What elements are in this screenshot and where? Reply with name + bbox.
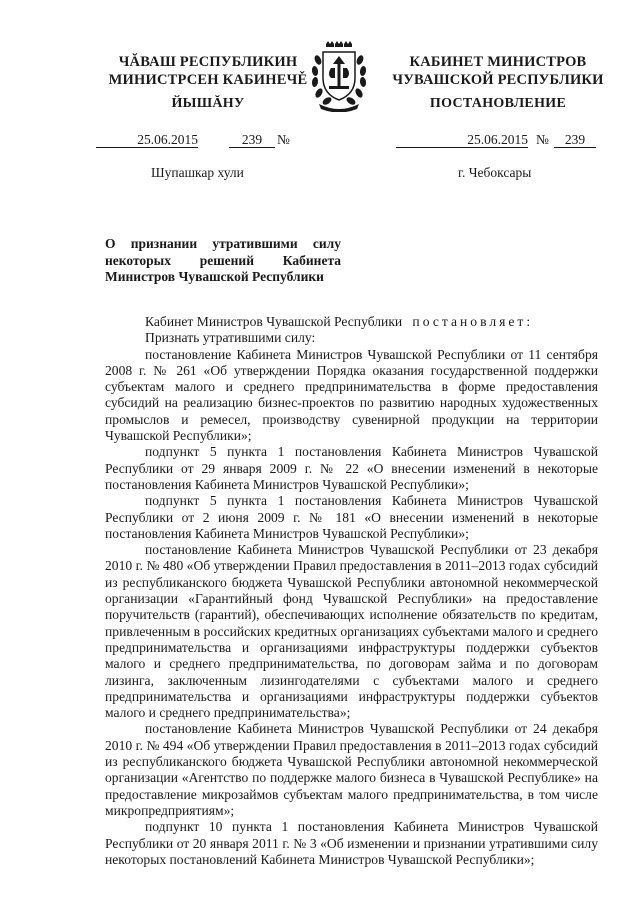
- city-chuvash: Шупашкар хули: [151, 165, 244, 180]
- body-paragraph: Признать утратившими силу:: [145, 330, 316, 346]
- document-body: [105, 314, 598, 868]
- org-name-chuvash-line-2: МИНИСТРСЕН КАБИНЕЧĚ: [108, 72, 308, 88]
- number-sign-right: №: [536, 132, 549, 147]
- body-paragraph: подпункт 5 пункта 1 постановления Кабинета Министров Чувашской Республики от 29 января 2009 г. № 22 «О внесении изменений в некоторые постановления Кабинета Министров Чувашской Республики»;: [105, 444, 598, 492]
- org-name-russian-line-1: КАБИНЕТ МИНИСТРОВ: [409, 54, 587, 70]
- intro-paragraph: [105, 314, 598, 330]
- body-paragraph: постановление Кабинета Министров Чувашской Республики от 23 декабря 2010 г. № 480 «Об утверждении Правил предоставления в 2011–2013 годах субсидий из республиканского бюджета Чувашской Республики автономной некоммерческой организации «Гарантийный фонд Чувашской Республики» на предоставление поручительств (гарантий), обеспечивающих исполнение обязательств по кредитам, привлеченным в российских кредитных организациях субъектами малого и среднего предпринимательства и организациями инфраструктуры поддержки субъектов малого и среднего предпринимательства, по договорам займа и по договорам лизинга, заключенным лизингодателями с субъектами малого и среднего предпринимательства и организациями инфраструктуры поддержки субъектов малого и среднего предпринимательства»;: [105, 542, 598, 721]
- date-number-line-right: [396, 133, 600, 147]
- body-paragraph: подпункт 10 пункта 1 постановления Кабинета Министров Чувашской Республики от 20 января 2011 г. № 3 «Об изменении и признании утратившими силу некоторых постановлений Кабинета Министров Чувашской Республики»;: [105, 819, 598, 867]
- number-left: 239: [229, 133, 275, 148]
- doc-type-chuvash: ЙЫШĂНУ: [171, 96, 245, 111]
- org-name-chuvash-line-1: ЧĂВАШ РЕСПУБЛИКИН: [118, 54, 298, 70]
- intro-lead: Кабинет Министров Чувашской Республики: [145, 314, 403, 329]
- document-subject-title: О признании утратившими силу некоторых решений Кабинета Министров Чувашской Республики: [105, 236, 341, 284]
- doc-type-russian: ПОСТАНОВЛЕНИЕ: [429, 96, 567, 111]
- city-russian: г. Чебоксары: [458, 165, 532, 180]
- date-left: 25.06.2015: [96, 133, 198, 148]
- number-right: 239: [554, 133, 596, 148]
- number-sign-left: №: [277, 132, 290, 147]
- body-paragraph: постановление Кабинета Министров Чувашской Республики от 11 сентября 2008 г. № 261 «Об утверждении Порядка оказания государственной поддержки субъектам малого и среднего предпринимательства в форме предоставления субсидий на реализацию бизнес-проектов по развитию народных художественных промыслов и ремесел, производству сувенирной продукции на территории Чувашской Республики»;: [105, 346, 598, 444]
- date-number-line-left: [96, 133, 326, 147]
- body-paragraph: постановление Кабинета Министров Чувашской Республики от 24 декабря 2010 г. № 494 «Об утверждении Правил предоставления в 2011–2013 годах субсидий из республиканского бюджета Чувашской Республики автономной некоммерческой организации «Агентство по поддержке малого бизнеса в Чувашской Республике» на предоставление микрозаймов субъектам малого предпринимательства, в том числе микропредприятиям»;: [105, 721, 598, 818]
- body-paragraph: подпункт 5 пункта 1 постановления Кабинета Министров Чувашской Республики от 2 июня 2009 г. № 181 «О внесении изменений в некоторые постановления Кабинета Министров Чувашской Республики»;: [105, 493, 598, 541]
- date-right: 25.06.2015: [396, 133, 528, 148]
- org-name-chuvash: [88, 53, 328, 89]
- intro-verb: постановляет:: [412, 314, 534, 329]
- org-name-russian: [378, 53, 618, 89]
- org-name-russian-line-2: ЧУВАШСКОЙ РЕСПУБЛИКИ: [392, 72, 604, 88]
